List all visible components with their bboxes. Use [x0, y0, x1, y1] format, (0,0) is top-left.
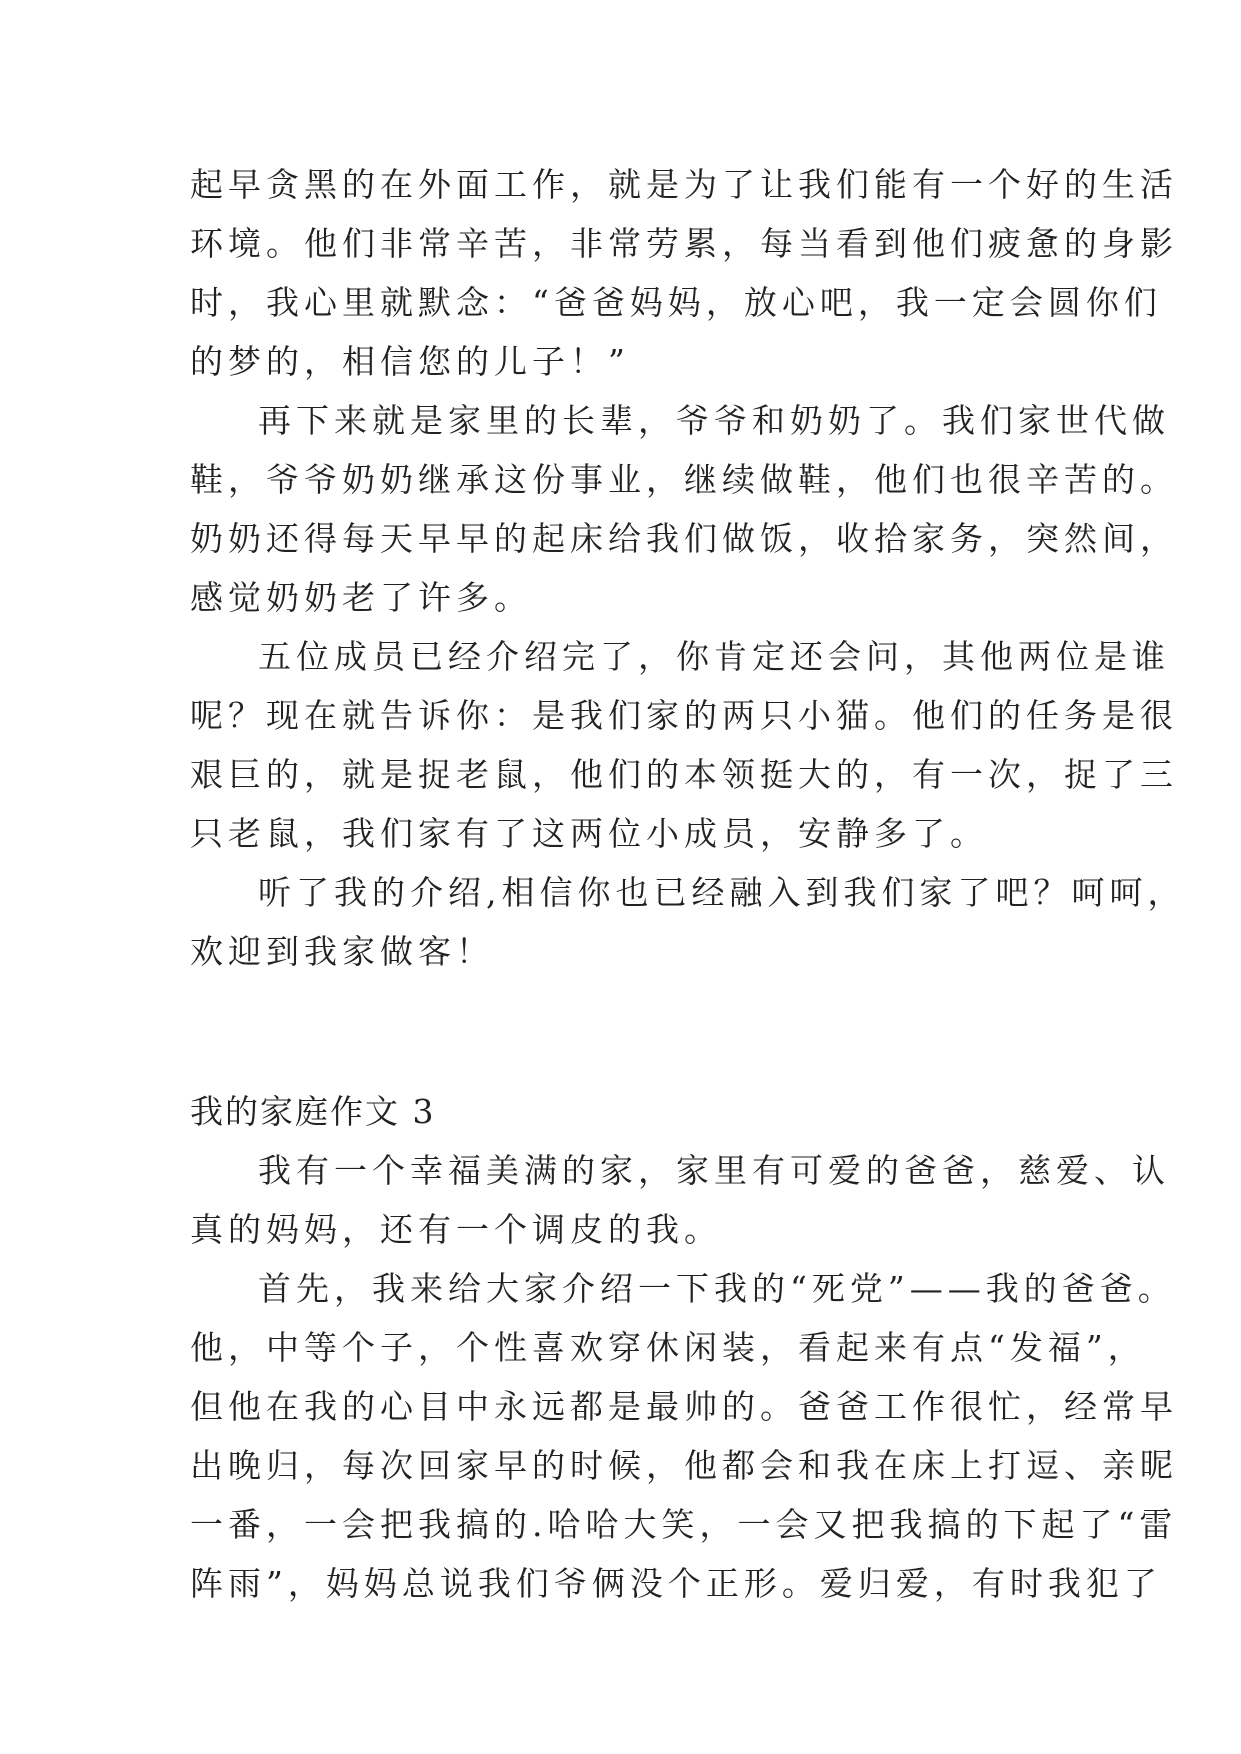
text-line: 只老鼠，我们家有了这两位小成员，安静多了。 — [190, 814, 988, 853]
text-line: 一番，一会把我搞的.哈哈大笑，一会又把我搞的下起了“雷 — [190, 1505, 1178, 1544]
text-line: 真的妈妈，还有一个调皮的我。 — [190, 1210, 722, 1249]
paragraph — [190, 155, 1178, 391]
text-line: 环境。他们非常辛苦，非常劳累，每当看到他们疲惫的身影 — [190, 224, 1178, 263]
paragraph — [190, 1141, 1170, 1259]
text-line: 五位成员已经介绍完了，你肯定还会问，其他两位是谁 — [258, 637, 1170, 676]
paragraph — [190, 863, 1186, 981]
text-line: 阵雨”，妈妈总说我们爷俩没个正形。爱归爱，有时我犯了 — [190, 1564, 1162, 1603]
text-line: 感觉奶奶老了许多。 — [190, 578, 532, 617]
text-line: 但他在我的心目中永远都是最帅的。爸爸工作很忙，经常早 — [190, 1387, 1178, 1426]
text-line: 艰巨的，就是捉老鼠，他们的本领挺大的，有一次，捉了三 — [190, 755, 1178, 794]
text-line: 欢迎到我家做客！ — [190, 932, 494, 971]
text-line: 起早贪黑的在外面工作，就是为了让我们能有一个好的生活 — [190, 165, 1178, 204]
section-title: 我的家庭作文 3 — [190, 1092, 436, 1131]
text-line: 首先，我来给大家介绍一下我的“死党”——我的爸爸。 — [258, 1269, 1176, 1308]
paragraph — [190, 391, 1178, 627]
text-line: 他，中等个子，个性喜欢穿休闲装，看起来有点“发福”， — [190, 1328, 1146, 1367]
section-spacer — [190, 981, 1060, 1082]
text-line: 听了我的介绍,相信你也已经融入到我们家了吧？呵呵， — [258, 873, 1186, 912]
text-line: 再下来就是家里的长辈，爷爷和奶奶了。我们家世代做 — [258, 401, 1170, 440]
text-line: 时，我心里就默念：“爸爸妈妈，放心吧，我一定会圆你们 — [190, 283, 1162, 322]
text-line: 鞋，爷爷奶奶继承这份事业，继续做鞋，他们也很辛苦的。 — [190, 460, 1178, 499]
text-line: 出晚归，每次回家早的时候，他都会和我在床上打逗、亲昵 — [190, 1446, 1178, 1485]
text-line: 我有一个幸福美满的家，家里有可爱的爸爸，慈爱、认 — [258, 1151, 1170, 1190]
paragraph — [190, 627, 1178, 863]
paragraph — [190, 1259, 1178, 1613]
document-body — [190, 155, 1186, 1613]
text-line: 的梦的，相信您的儿子！” — [190, 342, 630, 381]
text-line: 奶奶还得每天早早的起床给我们做饭，收拾家务，突然间， — [190, 519, 1178, 558]
text-line: 呢？现在就告诉你：是我们家的两只小猫。他们的任务是很 — [190, 696, 1178, 735]
